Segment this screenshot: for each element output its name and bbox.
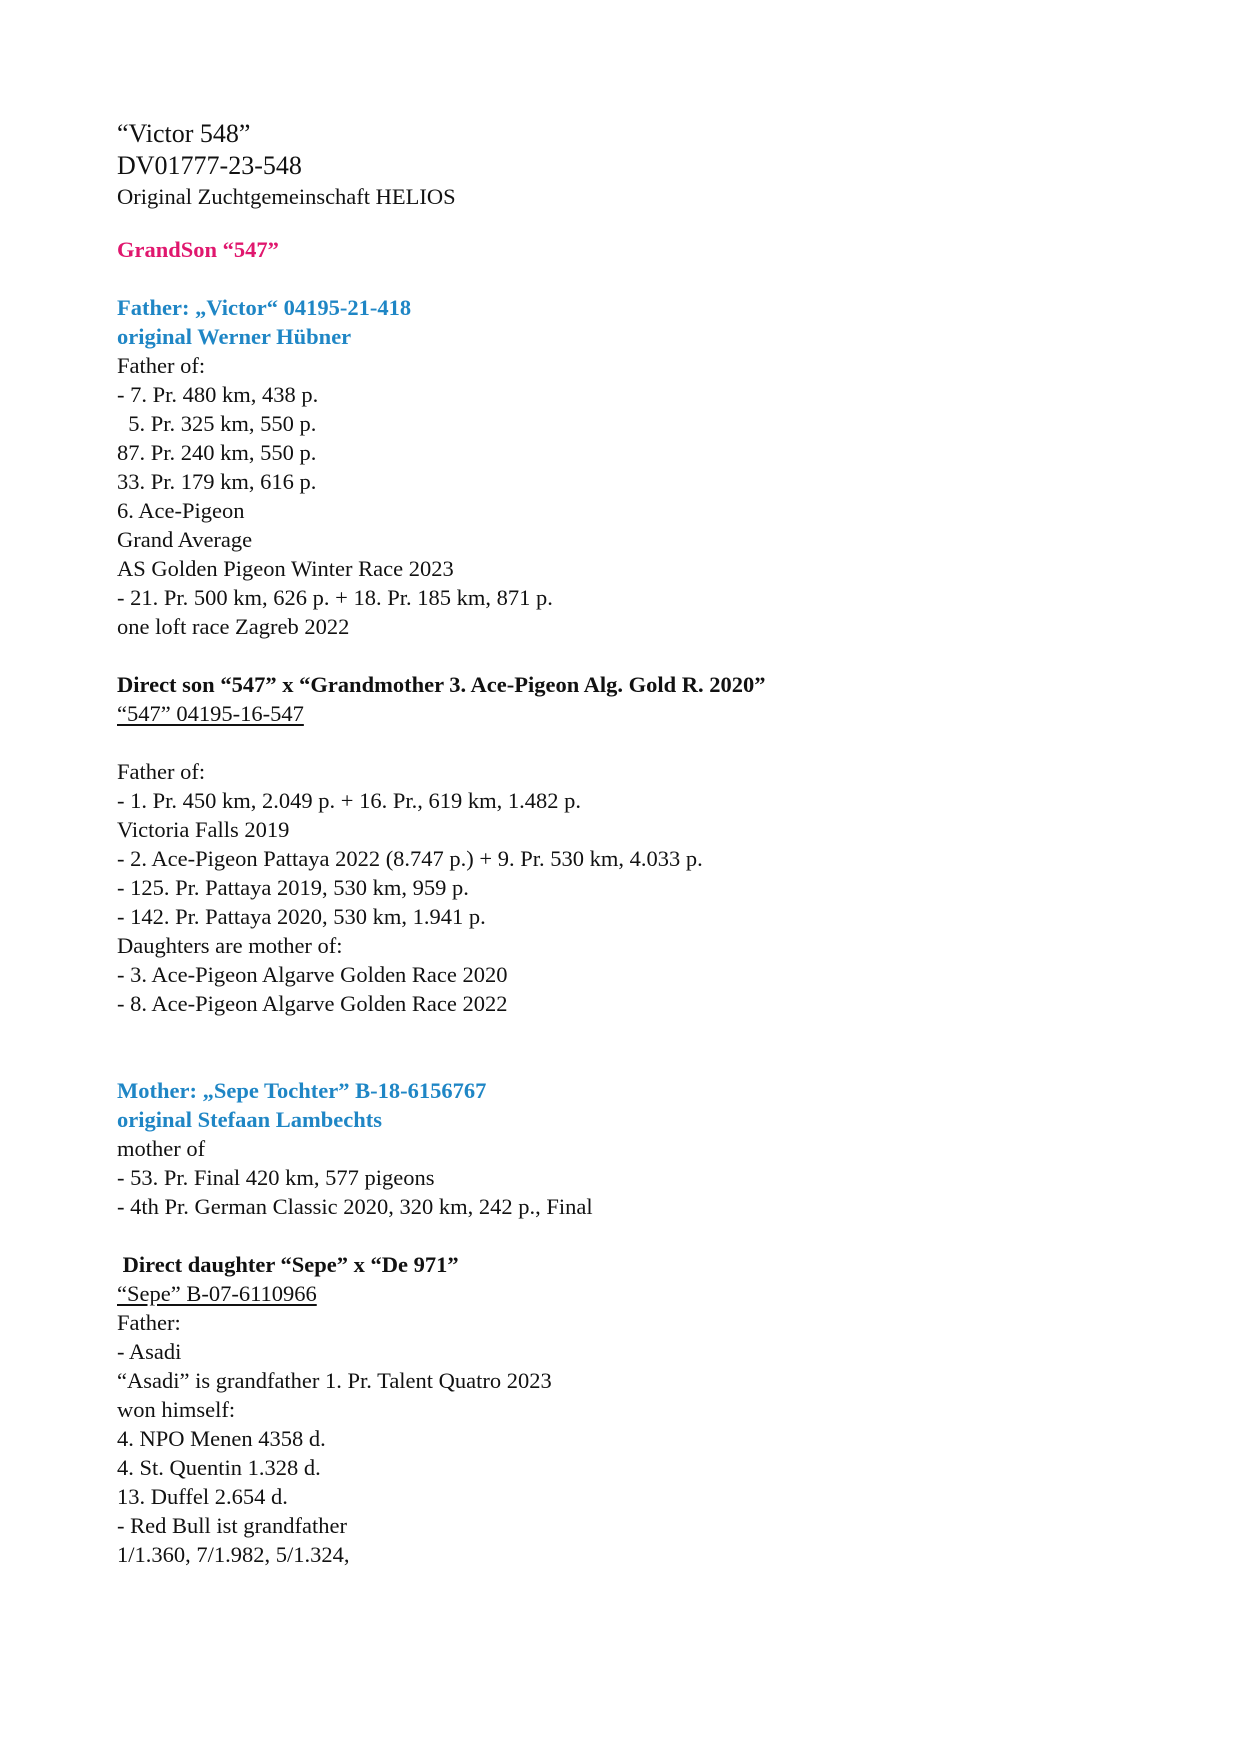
mother-parent-result-line: - Asadi	[117, 1339, 182, 1364]
mother-results	[117, 1134, 1117, 1221]
father-parent-result-line: - 8. Ace-Pigeon Algarve Golden Race 2022	[117, 991, 508, 1016]
mother-origin: original Stefaan Lambechts	[117, 1107, 383, 1132]
mother-parent-result-line: - Red Bull ist grandfather	[117, 1513, 347, 1538]
father-result-line: 33. Pr. 179 km, 616 p.	[117, 469, 317, 494]
father-result-line: - 7. Pr. 480 km, 438 p.	[117, 382, 319, 407]
father-result-line: 87. Pr. 240 km, 550 p.	[117, 440, 317, 465]
pigeon-origin: Original Zuchtgemeinschaft HELIOS	[117, 184, 456, 209]
mother-parent-ring: “Sepe” B-07-6110966	[117, 1281, 317, 1306]
mother-parent-result-line: 13. Duffel 2.654 d.	[117, 1484, 288, 1509]
father-result-line: AS Golden Pigeon Winter Race 2023	[117, 556, 454, 581]
father-parent-result-line: - 3. Ace-Pigeon Algarve Golden Race 2020	[117, 962, 508, 987]
father-origin: original Werner Hübner	[117, 324, 352, 349]
father-parent-result-line: - 2. Ace-Pigeon Pattaya 2022 (8.747 p.) + 9. Pr. 530 km, 4.033 p.	[117, 846, 703, 871]
mother-parent-results	[117, 1308, 1117, 1569]
mother-result-line: mother of	[117, 1136, 206, 1161]
mother-result-line: - 4th Pr. German Classic 2020, 320 km, 242 p., Final	[117, 1194, 593, 1219]
mother-parent-result-line: 4. St. Quentin 1.328 d.	[117, 1455, 321, 1480]
father-parent-ring: “547” 04195-16-547	[117, 701, 304, 726]
mother-parent-result-line: 4. NPO Menen 4358 d.	[117, 1426, 326, 1451]
mother-parent-result-line: “Asadi” is grandfather 1. Pr. Talent Quatro 2023	[117, 1368, 552, 1393]
father-parent-results	[117, 757, 1117, 1018]
father-parent-result-line: - 125. Pr. Pattaya 2019, 530 km, 959 p.	[117, 875, 469, 900]
father-result-line: 6. Ace-Pigeon	[117, 498, 245, 523]
father-parent-result-line: Daughters are mother of:	[117, 933, 343, 958]
father-result-line: one loft race Zagreb 2022	[117, 614, 350, 639]
father-parent-result-line: - 142. Pr. Pattaya 2020, 530 km, 1.941 p.	[117, 904, 486, 929]
father-parent-result-line: - 1. Pr. 450 km, 2.049 p. + 16. Pr., 619 km, 1.482 p.	[117, 788, 581, 813]
father-result-line: Grand Average	[117, 527, 253, 552]
pigeon-name: “Victor 548”	[117, 119, 251, 148]
pigeon-ring-number: DV01777-23-548	[117, 151, 302, 180]
father-result-line: - 21. Pr. 500 km, 626 p. + 18. Pr. 185 km, 871 p.	[117, 585, 553, 610]
mother-parent-heading: Direct daughter “Sepe” x “De 971”	[117, 1252, 459, 1277]
mother-parent-result-line: 1/1.360, 7/1.982, 5/1.324,	[117, 1542, 350, 1567]
mother-result-line: - 53. Pr. Final 420 km, 577 pigeons	[117, 1165, 435, 1190]
mother-parent-result-line: Father:	[117, 1310, 181, 1335]
mother-heading: Mother: „Sepe Tochter” B-18-6156767	[117, 1078, 487, 1103]
father-result-line: Father of:	[117, 353, 206, 378]
father-parent-result-line: Victoria Falls 2019	[117, 817, 290, 842]
grandson-heading: GrandSon “547”	[117, 237, 279, 262]
father-results	[117, 351, 1117, 641]
father-parent-result-line: Father of:	[117, 759, 206, 784]
document-page	[117, 118, 1117, 1569]
father-result-line: 5. Pr. 325 km, 550 p.	[117, 411, 317, 436]
father-heading: Father: „Victor“ 04195-21-418	[117, 295, 412, 320]
father-parent-heading: Direct son “547” x “Grandmother 3. Ace-Pigeon Alg. Gold R. 2020”	[117, 672, 766, 697]
mother-parent-result-line: won himself:	[117, 1397, 236, 1422]
